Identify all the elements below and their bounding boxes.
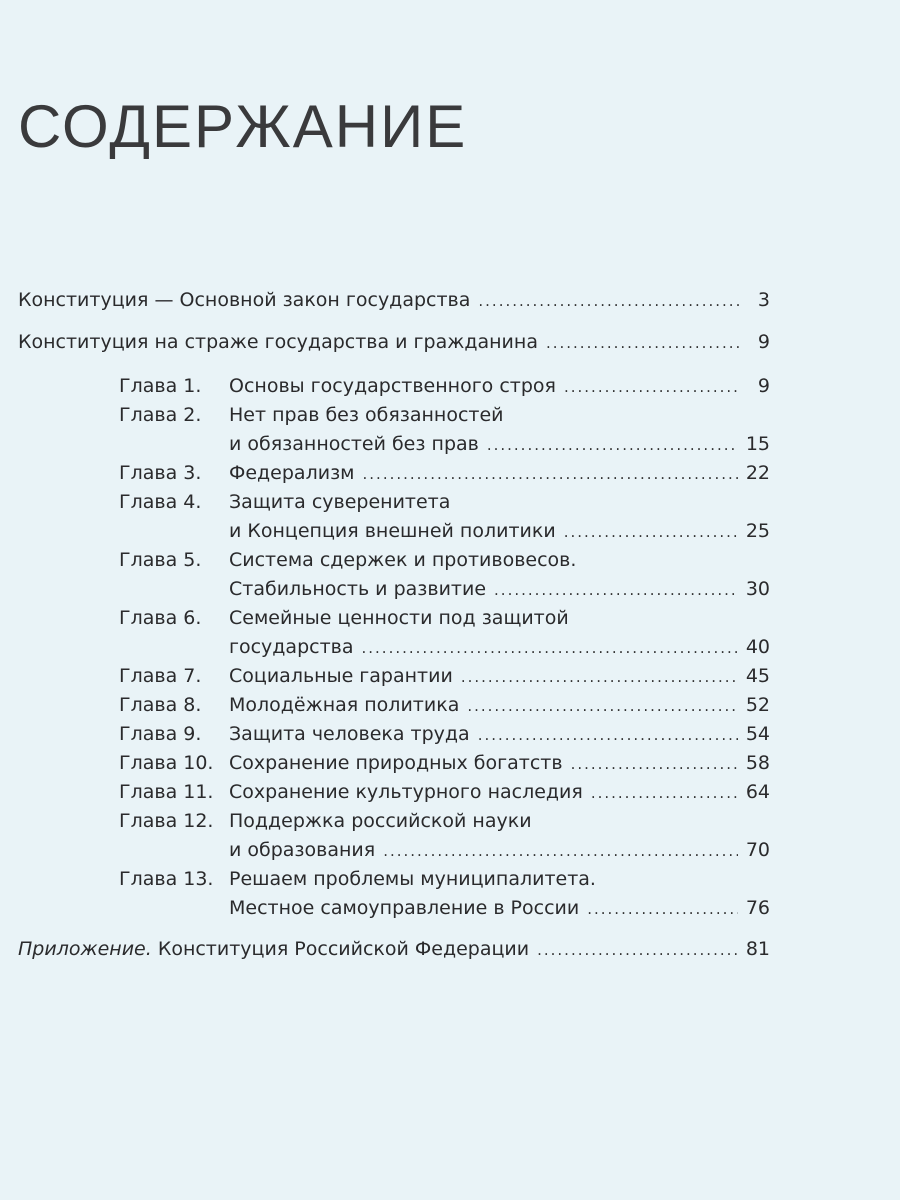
entry-title-line [229, 488, 770, 516]
dot-leader [478, 287, 740, 315]
chapter-label: Глава 2. [119, 404, 202, 426]
entry-title: и обязанностей без прав [229, 433, 479, 455]
entry-title: и Концепция внешней политики [229, 520, 556, 542]
entry-title-line [229, 401, 770, 429]
entry-title: Решаем проблемы муниципалитета. [229, 868, 596, 890]
toc-entry[interactable] [229, 430, 770, 458]
toc-entry[interactable] [229, 575, 770, 603]
toc-entry[interactable] [229, 749, 770, 777]
entry-title [18, 935, 529, 963]
dot-leader [587, 895, 738, 923]
chapter-label: Глава 3. [119, 462, 202, 484]
toc-entry[interactable] [229, 836, 770, 864]
page-number: 9 [757, 375, 770, 397]
toc-entry[interactable] [229, 691, 770, 719]
toc-entry[interactable] [18, 328, 770, 356]
entry-title: Конституция на страже государства и гражданина [18, 331, 538, 353]
chapter-label: Глава 8. [119, 694, 202, 716]
page-number: 76 [745, 897, 770, 919]
chapter-label: Глава 13. [119, 868, 214, 890]
page-number: 15 [745, 433, 770, 455]
dot-leader [363, 460, 738, 488]
entry-title-line [229, 807, 770, 835]
entry-title: Молодёжная политика [229, 694, 460, 716]
dot-leader [564, 373, 740, 401]
page-number: 70 [745, 839, 770, 861]
dot-leader [494, 576, 738, 604]
dot-leader [478, 721, 738, 749]
entry-title: Социальные гарантии [229, 665, 453, 687]
page-number: 81 [745, 938, 770, 960]
chapter-label: Глава 10. [119, 752, 214, 774]
toc-entry[interactable] [18, 935, 770, 963]
dot-leader [564, 518, 738, 546]
entry-title: Сохранение культурного наследия [229, 781, 583, 803]
entry-title: Стабильность и развитие [229, 578, 487, 600]
chapter-label: Глава 7. [119, 665, 202, 687]
page-number: 54 [745, 723, 770, 745]
dot-leader [537, 936, 738, 964]
entry-title: государства [229, 636, 354, 658]
dot-leader [591, 779, 738, 807]
dot-leader [383, 837, 738, 865]
dot-leader [571, 750, 738, 778]
page-number: 45 [745, 665, 770, 687]
entry-title-line [229, 865, 770, 893]
entry-title-line [229, 546, 770, 574]
page-number: 3 [757, 289, 770, 311]
entry-title: Основы государственного строя [229, 375, 556, 397]
toc-entry[interactable] [229, 372, 770, 400]
toc-entry[interactable] [229, 662, 770, 690]
page-number: 64 [745, 781, 770, 803]
dot-leader [487, 431, 738, 459]
chapter-label: Глава 12. [119, 810, 214, 832]
toc-entry[interactable] [229, 633, 770, 661]
entry-title: Нет прав без обязанностей [229, 404, 504, 426]
entry-title: Семейные ценности под защитой [229, 607, 569, 629]
toc-entry[interactable] [18, 286, 770, 314]
dot-leader [461, 663, 738, 691]
entry-title: Поддержка российской науки [229, 810, 532, 832]
page-number: 22 [745, 462, 770, 484]
entry-title: Система сдержек и противовесов. [229, 549, 577, 571]
entry-title: Местное самоуправление в России [229, 897, 580, 919]
entry-title: Сохранение природных богатств [229, 752, 563, 774]
page-number: 30 [745, 578, 770, 600]
page-number: 9 [757, 331, 770, 353]
toc-entry[interactable] [229, 720, 770, 748]
toc-entry[interactable] [229, 517, 770, 545]
chapter-label: Глава 4. [119, 491, 202, 513]
chapter-label: Глава 1. [119, 375, 202, 397]
toc-entry[interactable] [229, 459, 770, 487]
page-number: 58 [745, 752, 770, 774]
page-number: 25 [745, 520, 770, 542]
chapter-label: Глава 11. [119, 781, 214, 803]
entry-title: Федерализм [229, 462, 355, 484]
toc-entry[interactable] [229, 778, 770, 806]
page-number: 52 [745, 694, 770, 716]
chapter-label: Глава 9. [119, 723, 202, 745]
dot-leader [546, 329, 740, 357]
chapter-label: Глава 5. [119, 549, 202, 571]
entry-title-line [229, 604, 770, 632]
page-title: СОДЕРЖАНИЕ [18, 93, 468, 160]
appendix-prefix: Приложение. [18, 938, 152, 960]
chapter-label: Глава 6. [119, 607, 202, 629]
toc-entry[interactable] [229, 894, 770, 922]
dot-leader [362, 634, 738, 662]
entry-title: Защита суверенитета [229, 491, 451, 513]
entry-title: Конституция — Основной закон государства [18, 289, 471, 311]
dot-leader [467, 692, 737, 720]
entry-title: и образования [229, 839, 376, 861]
page-number: 40 [745, 636, 770, 658]
appendix-title: Конституция Российской Федерации [157, 938, 530, 960]
entry-title: Защита человека труда [229, 723, 470, 745]
